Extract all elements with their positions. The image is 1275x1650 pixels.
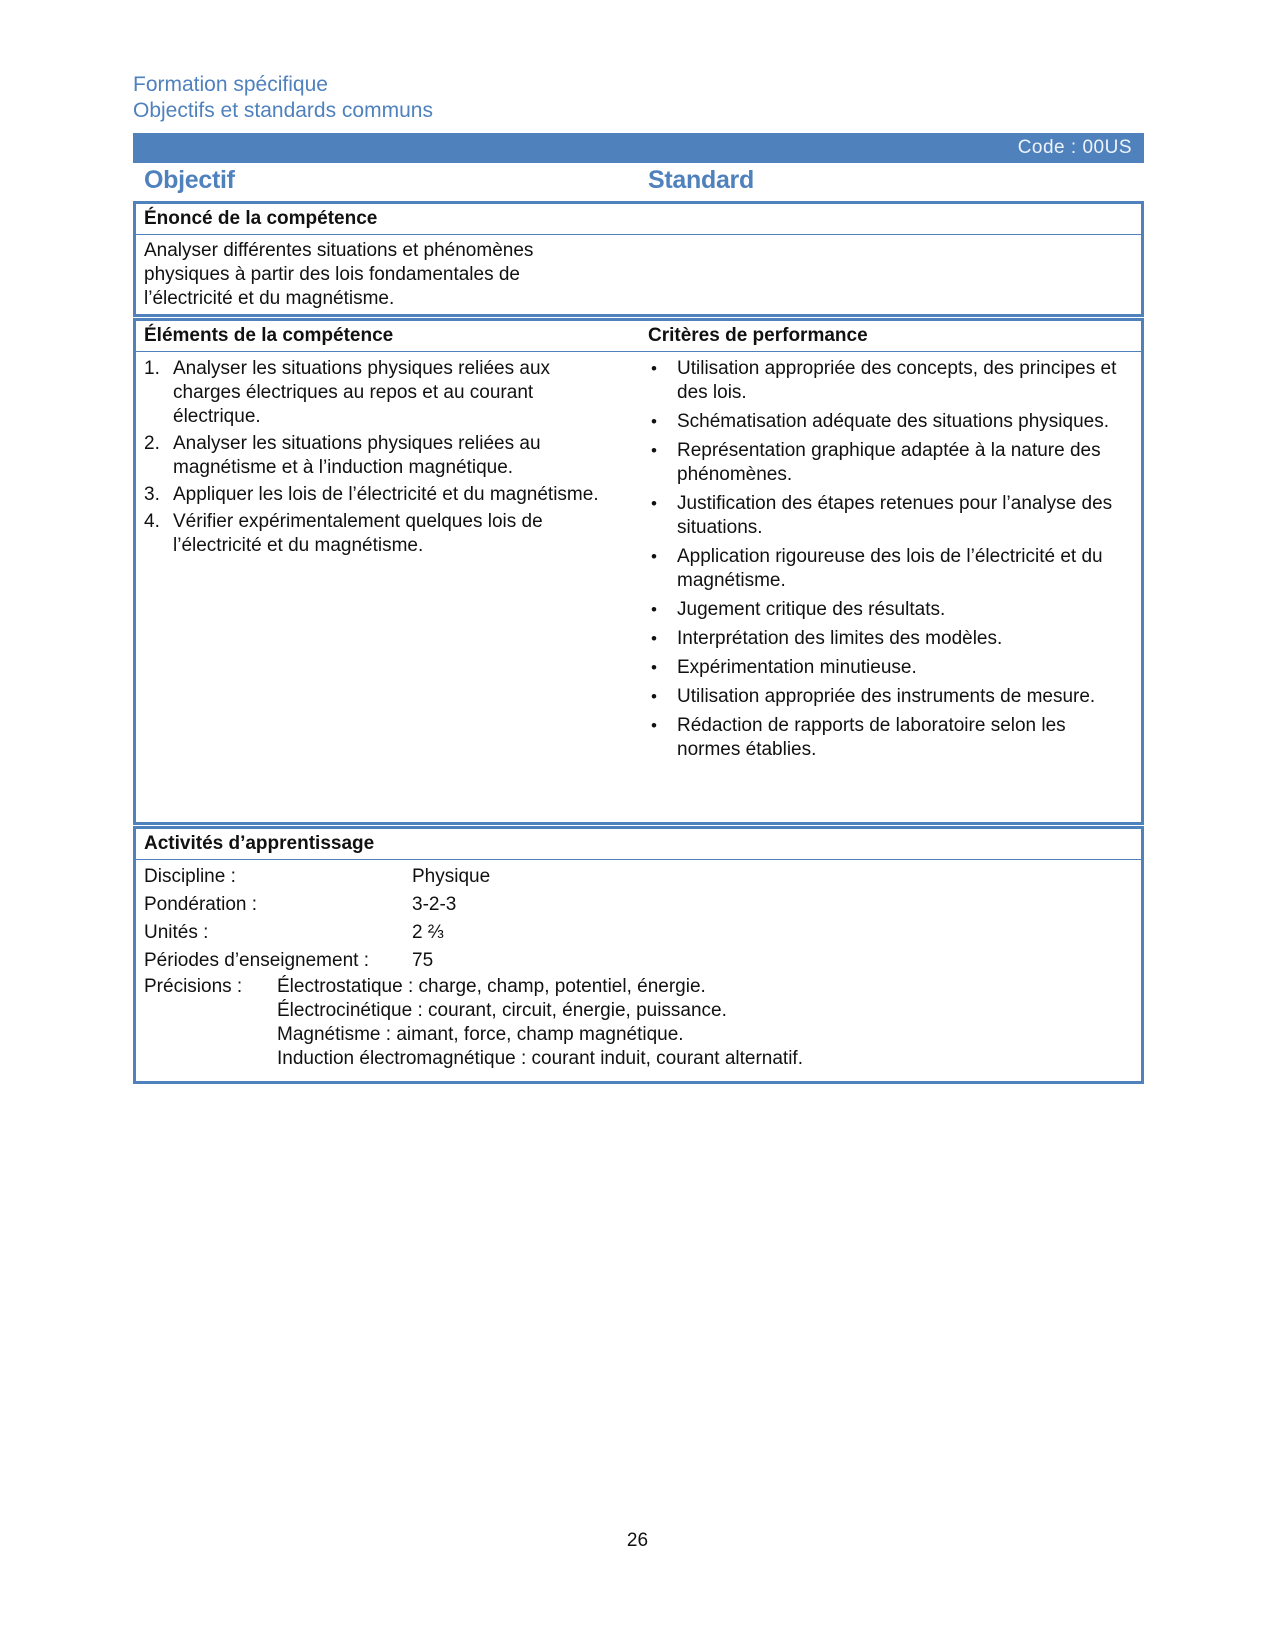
list-item [648,357,1128,405]
objectif-heading: Objectif [144,166,235,194]
list-item [648,685,1128,709]
precision-line: Électrocinétique : courant, circuit, énergie, puissance. [277,1000,727,1021]
unites-row [136,919,1141,947]
code-bar [133,133,1144,163]
activites-section [133,826,1144,1084]
item-text: Analyser les situations physiques reliées aux charges électriques au repos et au courant électrique. [173,358,551,427]
precision-line: Électrostatique : charge, champ, potentiel, énergie. [277,976,706,997]
elements-list [144,357,614,561]
elements-criteres-section [133,318,1144,825]
activites-body [136,860,1141,1071]
enonce-section [133,201,1144,317]
item-text: Utilisation appropriée des instruments de mesure. [677,686,1096,707]
item-number: 4. [144,511,160,532]
list-item [144,432,614,480]
list-item [648,545,1128,593]
item-text: Utilisation appropriée des concepts, des principes et des lois. [677,358,1117,403]
column-headings [133,164,1144,200]
bullet-icon: • [651,600,657,619]
periodes-row [136,947,1141,975]
bullet-icon: • [651,494,657,513]
row-value: 75 [412,950,434,971]
bullet-icon: • [651,359,657,378]
list-item [648,598,1128,622]
list-item [648,492,1128,540]
bullet-icon: • [651,658,657,677]
list-item [648,714,1128,762]
row-value: 3-2-3 [412,894,457,915]
precisions-block [136,975,1141,1071]
bullet-icon: • [651,716,657,735]
bullet-icon: • [651,412,657,431]
criteres-list [648,357,1128,767]
course-code: Code : 00US [1017,137,1132,158]
list-item [144,483,614,507]
item-text: Interprétation des limites des modèles. [677,628,1003,649]
row-value: 2 ⅔ [412,922,444,943]
row-value: Physique [412,866,491,887]
item-text: Rédaction de rapports de laboratoire selon les normes établies. [677,715,1066,760]
item-text: Schématisation adéquate des situations physiques. [677,411,1109,432]
header-line-1: Formation spécifique [133,73,328,96]
elements-criteres-body [136,352,1141,822]
activites-header-row [136,829,1141,860]
list-item [648,656,1128,680]
list-item [144,510,614,558]
elements-heading: Éléments de la compétence [144,325,394,346]
item-text: Expérimentation minutieuse. [677,657,917,678]
elements-header-row [136,321,1141,352]
item-text: Justification des étapes retenues pour l’analyse des situations. [677,493,1113,538]
item-text: Application rigoureuse des lois de l’électricité et du magnétisme. [677,546,1103,591]
enonce-text: Analyser différentes situations et phénomènes physiques à partir des lois fondamentales de l’électricité et du magnétisme. [144,240,534,309]
item-text: Appliquer les lois de l’électricité et du magnétisme. [173,484,599,505]
item-number: 1. [144,358,160,379]
precisions-label: Précisions : [144,976,243,997]
bullet-icon: • [651,629,657,648]
activites-heading: Activités d’apprentissage [144,833,375,854]
enonce-header-row [136,204,1141,235]
list-item [648,627,1128,651]
bullet-icon: • [651,687,657,706]
standard-heading: Standard [648,166,754,194]
criteres-heading: Critères de performance [648,325,868,346]
bullet-icon: • [651,441,657,460]
item-text: Jugement critique des résultats. [677,599,946,620]
list-item [144,357,614,429]
precisions-lines [277,975,1141,1071]
precision-line: Magnétisme : aimant, force, champ magnétique. [277,1024,684,1045]
document-header [133,72,433,124]
header-line-2: Objectifs et standards communs [133,99,433,122]
bullet-icon: • [651,547,657,566]
list-item [648,410,1128,434]
item-number: 3. [144,484,160,505]
row-label: Discipline : [144,866,236,887]
enonce-heading: Énoncé de la compétence [144,208,378,229]
row-label: Périodes d’enseignement : [144,950,369,971]
discipline-row [136,863,1141,891]
page-number: 26 [626,1530,649,1551]
item-text: Analyser les situations physiques reliées au magnétisme et à l’induction magnétique. [173,433,541,478]
ponderation-row [136,891,1141,919]
row-label: Pondération : [144,894,258,915]
list-item [648,439,1128,487]
item-number: 2. [144,433,160,454]
precision-line: Induction électromagnétique : courant induit, courant alternatif. [277,1048,803,1069]
item-text: Représentation graphique adaptée à la nature des phénomènes. [677,440,1101,485]
row-label: Unités : [144,922,209,943]
item-text: Vérifier expérimentalement quelques lois de l’électricité et du magnétisme. [173,511,543,556]
